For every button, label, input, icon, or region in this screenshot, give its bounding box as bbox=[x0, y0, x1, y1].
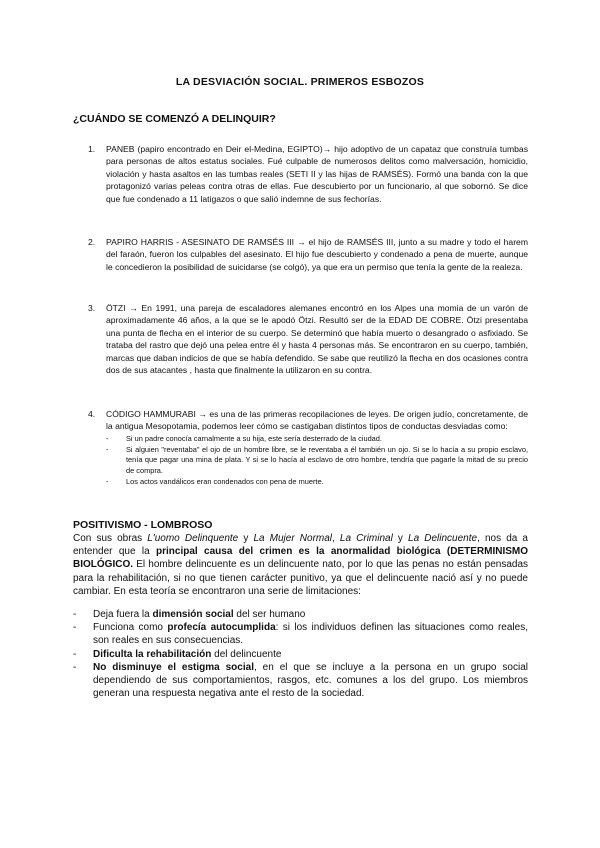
hammurabi-law-list bbox=[88, 434, 528, 488]
item-text: CÓDIGO HAMMURABI → es una de las primeras recopilaciones de leyes. De origen judío, concretamente, de la antigua Mesopotamia, podemos leer cómo se castigaban distintos tipos de conductas desviadas como: bbox=[106, 409, 528, 432]
list-item: - No disminuye el estigma social, en el que se incluye a la persona en un grupo social dependiendo de sus comportamientos, rasgos, etc. comunes a los del grupo. Los miembros generan una respuesta negativa ante el resto de la sociedad. bbox=[73, 661, 528, 700]
list-item: - Los actos vandálicos eran condenados con pena de muerte. bbox=[106, 477, 324, 486]
history-item-1 bbox=[88, 143, 528, 205]
positivismo-paragraph: Con sus obras L'uomo Delinquente y La Mujer Normal, La Criminal y La Delincuente, nos da a entender que la principal causa del crimen es la anormalidad biológica (DETERMINISMO BIOLÓGICO. El hombre delincuente es un delincuente nato, por lo que las penas no están pensadas para la rehabilitación, si no que tienen carácter punitivo, ya que el delincuente nació así y no puede cambiar. En esta teoría se encontraron una serie de limitaciones: bbox=[73, 533, 528, 597]
history-item-2 bbox=[88, 236, 528, 273]
list-item: - Funciona como profecía autocumplida: si los individuos definen las situaciones como reales, son reales en sus consecuencias. bbox=[73, 622, 528, 647]
section-question-heading: ¿CUÁNDO SE COMENZÓ A DELINQUIR? bbox=[73, 113, 276, 125]
item-number: 1. bbox=[88, 144, 96, 154]
item-text: ÖTZI → En 1991, una pareja de escaladores alemanes encontró en los Alpes una momia de un varón de aproximadamente 46 años, a la que se le apodó Ötzi. Resultó ser de la EDAD DE COBRE. Ötzi presentaba una punta de flecha en el interior de su cuerpo. Se determinó que había muerto o desangrado o asfixiado. Se trataba del rastro que dejó una pelea entre él y hasta 4 personas más. Se encontraron en su cuerpo, también, marcas que daban indicios de que se había defendido. Se sabe que reutilizó la flecha en dos ocasiones contra dos de sus atacantes , hasta que finalmente la utilizaron en su contra. bbox=[106, 303, 528, 376]
list-item: - Dificulta la rehabilitación del delincuente bbox=[73, 648, 282, 660]
list-item: - Deja fuera la dimensión social del ser humano bbox=[73, 609, 306, 621]
history-item-3 bbox=[88, 302, 528, 376]
limitations-list bbox=[73, 608, 528, 700]
item-number: 2. bbox=[88, 237, 96, 247]
item-text: PANEB (papiro encontrado en Deir el-Medina, EGIPTO)→ hijo adoptivo de un capataz que construía tumbas para personas de altos estatus sociales. Fué culpable de numerosos delitos como malversación, homicidio, violación y hasta asaltos en las tumbas reales (SETI II y las hijas de RAMSÉS). Formó una banda con la que protagonizó varias peleas contra otras de ellas. Fue descubierto por un funcionario, al que sobornó. Se dice que fue condenado a 11 latigazos o que salió indemne de sus fechorías. bbox=[106, 144, 528, 204]
list-item: - Si alguien "reventaba" el ojo de un hombre libre, se le reventaba a él también un ojo. Si se lo hacía a su propio esclavo, tenía que pagar una mina de plata. Y si se lo hacía al esclavo de otro hombre, tendría que pagarle la mitad de su precio de compra. bbox=[106, 444, 528, 476]
positivismo-heading: POSITIVISMO - LOMBROSO bbox=[73, 519, 213, 531]
document-title: LA DESVIACIÓN SOCIAL. PRIMEROS ESBOZOS bbox=[175, 76, 425, 88]
positivismo-section bbox=[73, 519, 528, 700]
history-item-4 bbox=[88, 408, 528, 488]
item-text: PAPIRO HARRIS - ASESINATO DE RAMSÉS III → el hijo de RAMSÉS III, junto a su madre y todo el harem del faraón, fueron los culpables del asesinato. El hijo fue descubierto y condenado a pena de muerte, aunque le concedieron la posibilidad de suicidarse (se colgó), ya que era un permiso que tenía la gente de la realeza. bbox=[106, 237, 528, 272]
item-number: 4. bbox=[88, 409, 96, 419]
item-number: 3. bbox=[88, 303, 96, 313]
list-item: - Si un padre conocía carnalmente a su hija, este sería desterrado de la ciudad. bbox=[106, 433, 382, 443]
